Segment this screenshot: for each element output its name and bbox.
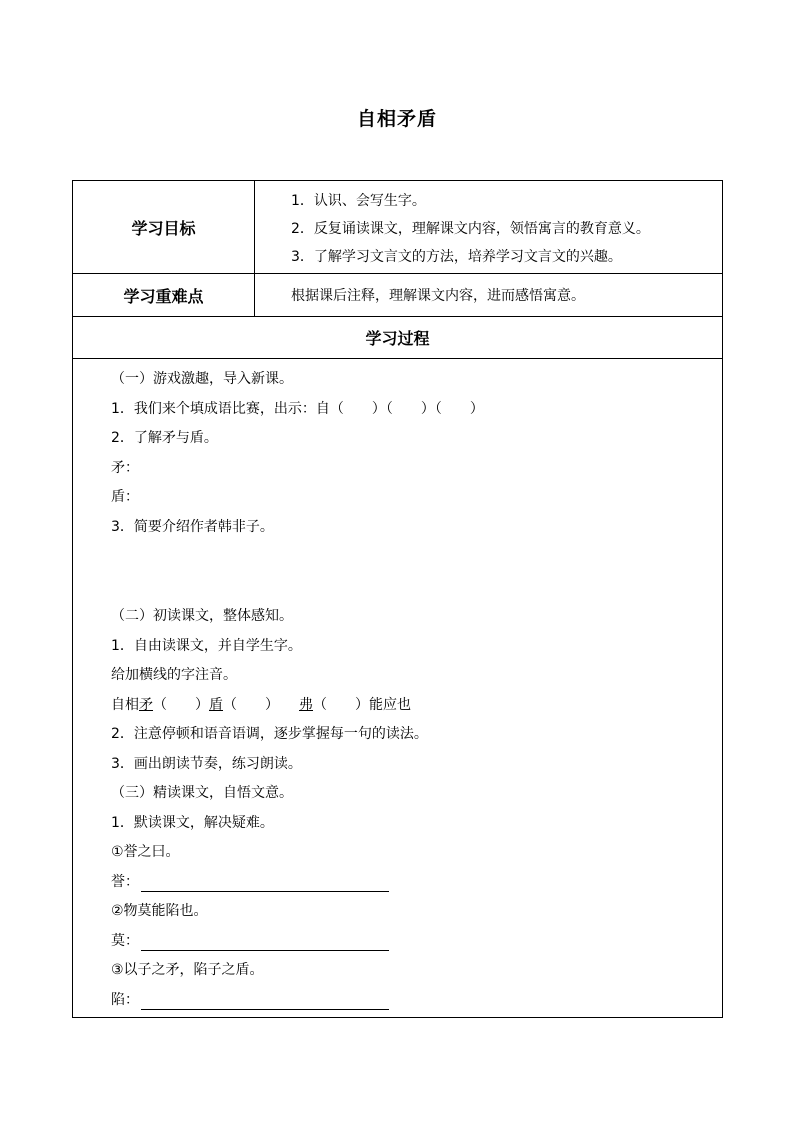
text-line: 给加横线的字注音。 [111, 667, 237, 683]
question-line: ③以子之矛，陷子之盾。 [111, 962, 264, 978]
pinyin-blank: （ ） [223, 696, 279, 713]
section-heading: （三）精读课文，自悟文意。 [111, 785, 293, 801]
keypoints-label: 学习重难点 [73, 274, 255, 317]
answer-blank[interactable] [141, 932, 389, 951]
question-line: ①誉之曰。 [111, 844, 180, 860]
goals-label: 学习目标 [73, 181, 255, 274]
text-line: 矛： [111, 459, 139, 476]
process-row [73, 359, 723, 1018]
text-line: 3．简要介绍作者韩非子。 [111, 518, 274, 535]
underlined-char: 弗 [299, 696, 313, 713]
goals-row [73, 181, 723, 274]
lesson-table [72, 180, 723, 1018]
answer-line [111, 986, 722, 1016]
page-title: 自相矛盾 [356, 108, 437, 130]
text-line: 1．默读课文，解决疑难。 [111, 814, 274, 831]
goal-item: 3．了解学习文言文的方法，培养学习文言文的兴趣。 [291, 249, 622, 265]
goal-item: 1．认识、会写生字。 [291, 193, 426, 209]
answer-line [111, 927, 722, 957]
pinyin-exercise [111, 691, 722, 721]
text-line: 1．我们来个填成语比赛，出示：自（ ）（ ）（ ） [111, 400, 484, 417]
pinyin-blank: （ ） [153, 696, 209, 713]
text-line: 2．了解矛与盾。 [111, 430, 218, 446]
blank-space [111, 542, 722, 602]
text-line: 1．自由读课文，并自学生字。 [111, 637, 302, 654]
answer-blank[interactable] [141, 873, 389, 892]
section-heading: （一）游戏激趣，导入新课。 [111, 371, 293, 387]
process-label: 学习过程 [73, 317, 723, 359]
underlined-char: 矛 [139, 696, 153, 713]
keypoints-text: 根据课后注释，理解课文内容，进而感悟寓意。 [255, 274, 723, 317]
answer-line [111, 868, 722, 898]
underlined-char: 盾 [209, 696, 223, 713]
goals-content [255, 181, 723, 274]
pinyin-text: 自相 [111, 696, 139, 713]
pinyin-blank: （ ）能应也 [313, 696, 411, 713]
goal-item: 2．反复诵读课文，理解课文内容，领悟寓言的教育意义。 [291, 221, 650, 237]
question-line: ②物莫能陷也。 [111, 903, 208, 919]
answer-label: 莫： [111, 932, 139, 949]
text-line: 3．画出朗读节奏，练习朗读。 [111, 755, 302, 772]
process-content [73, 359, 723, 1018]
section-heading: （二）初读课文，整体感知。 [111, 608, 293, 624]
text-line: 盾： [111, 489, 139, 505]
process-header-row [73, 317, 723, 359]
text-line: 2．注意停顿和语音语调，逐步掌握每一句的读法。 [111, 726, 428, 742]
answer-blank[interactable] [141, 991, 389, 1010]
keypoints-row [73, 274, 723, 317]
answer-label: 陷： [111, 991, 139, 1008]
answer-label: 誉： [111, 873, 139, 890]
